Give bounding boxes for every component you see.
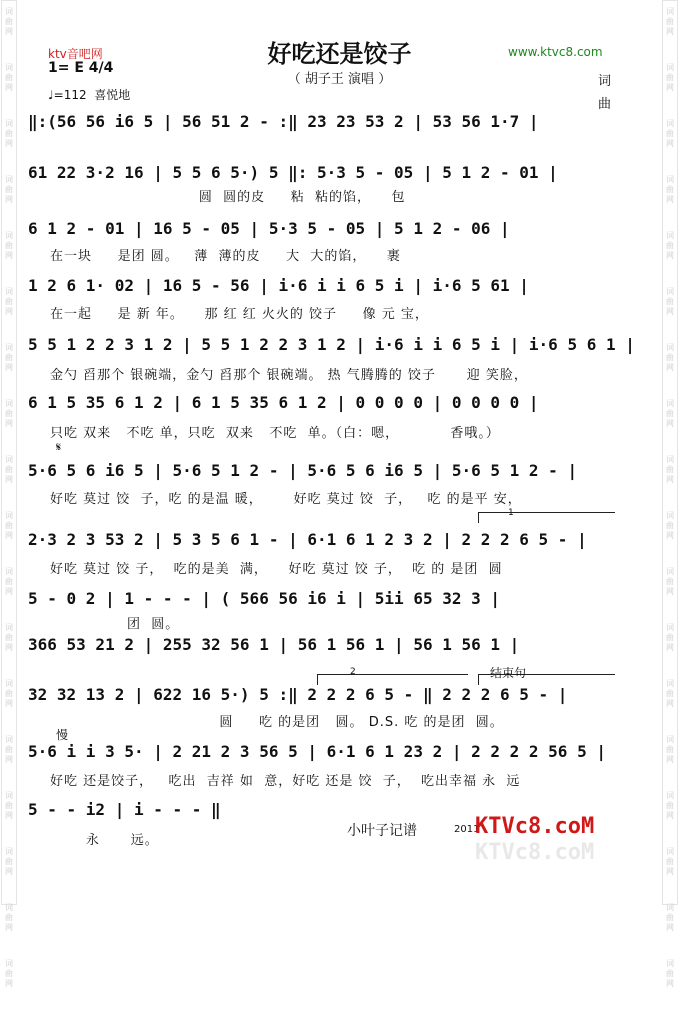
score-line-5-notes: 5 5 1 2 2 3 1 2 | 5 5 1 2 2 3 1 2 | i·6 i i 6 5 i | i·6 5 6 1 | — [28, 335, 635, 354]
right-watermark-strip: 词曲网 词曲网 词曲网 词曲网 词曲网 词曲网 词曲网 词曲网 词曲网 词曲网 词曲网 词曲网 词曲网 词曲网 词曲网 词曲网 词曲网 词曲网 — [662, 0, 678, 905]
site-logo-reflection: KTVc8.coM — [475, 840, 595, 865]
score-line-8-lyrics: 好吃 莫过 饺 子， 吃的是美 满， 好吃 莫过 饺 子， 吃 的 是团 圆 — [50, 562, 503, 577]
first-ending-bracket — [478, 512, 615, 523]
key-signature: 1= E 4/4 — [48, 60, 114, 76]
site-name-watermark: ktv音吧网 — [48, 47, 103, 61]
score-line-4-lyrics: 在一起 是 新 年。 那 红 红 火火的 饺子 像 元 宝， — [50, 307, 429, 322]
score-line-3-lyrics: 在一块 是团 圆。 薄 薄的皮 大 大的馅， 裹 — [50, 249, 401, 264]
site-logo: KTVc8.coM — [475, 814, 595, 839]
score-line-3-notes: 6 1 2 - 01 | 16 5 - 05 | 5·3 5 - 05 | 5 1 2 - 06 | — [28, 219, 510, 238]
score-line-11-lyrics: 圆 吃 的是团 圆。 D.S. 吃 的是团 圆。 — [50, 715, 504, 730]
segno-mark: 𝄋 — [56, 440, 62, 454]
second-ending-number: 2 — [350, 667, 356, 677]
score-line-9-notes: 5 - 0 2 | 1 - - - | ( 566 56 i6 i | 5ii 65 32 3 | — [28, 589, 501, 608]
score-line-9-lyrics: 团 圆。 — [50, 617, 180, 632]
second-ending-bracket — [317, 674, 468, 685]
score-line-2-lyrics: 圆 圆的皮 粘 粘的馅， 包 — [50, 190, 406, 205]
left-watermark-strip: 词曲网 词曲网 词曲网 词曲网 词曲网 词曲网 词曲网 词曲网 词曲网 词曲网 词曲网 词曲网 词曲网 词曲网 词曲网 词曲网 词曲网 词曲网 — [1, 0, 17, 905]
score-line-13-lyrics: 永 远。 — [50, 833, 159, 848]
score-line-6-notes: 6 1 5 35 6 1 2 | 6 1 5 35 6 1 2 | 0 0 0 0 | 0 0 0 0 | — [28, 393, 539, 412]
lyricist-label: 词 — [598, 74, 612, 89]
slow-marking: 慢 — [56, 728, 69, 742]
transcriber-credit: 小叶子记谱 — [347, 823, 417, 839]
ending-phrase-label: 结束句 — [490, 666, 527, 680]
score-line-12-lyrics: 好吃 还是饺子， 吃出 吉祥 如 意，好吃 还是 饺 子， 吃出幸福 永 远 — [50, 774, 521, 789]
singer-credit: （ 胡子王 演唱 ） — [287, 72, 392, 87]
score-line-6-lyrics: 只吃 双来 不吃 单，只吃 双来 不吃 单。（白：嗯， 香哦。） — [50, 426, 500, 441]
score-line-5-lyrics: 金勺 舀那个 银碗端，金勺 舀那个 银碗端。 热 气腾腾的 饺子 迎 笑脸， — [50, 368, 528, 383]
score-line-8-notes: 2·3 2 3 53 2 | 5 3 5 6 1 - | 6·1 6 1 2 3 2 | 2 2 2 6 5 - | — [28, 530, 587, 549]
score-line-7-lyrics: 好吃 莫过 饺 子，吃 的是温 暖， 好吃 莫过 饺 子， 吃 的是平 安， — [50, 492, 522, 507]
composer-label: 曲 — [598, 97, 612, 112]
song-title: 好吃还是饺子 — [267, 40, 412, 68]
tempo-marking: ♩=112 喜悦地 — [48, 88, 131, 102]
score-line-2-notes: 61 22 3·2 16 | 5 5 6 5·) 5 ‖: 5·3 5 - 05 | 5 1 2 - 01 | — [28, 163, 558, 182]
score-line-4-notes: 1 2 6 1· 02 | 16 5 - 56 | i·6 i i 6 5 i | i·6 5 61 | — [28, 276, 529, 295]
first-ending-number: 1 — [508, 508, 514, 518]
transcription-date: 2011 — [454, 824, 480, 835]
site-url: www.ktvc8.com — [508, 45, 603, 59]
score-line-10-notes: 366 53 21 2 | 255 32 56 1 | 56 1 56 1 | 56 1 56 1 | — [28, 635, 520, 654]
score-line-12-notes: 5·6 i i 3 5· | 2 21 2 3 56 5 | 6·1 6 1 23 2 | 2 2 2 2 56 5 | — [28, 742, 606, 761]
score-line-13-notes: 5 - - i2 | i - - - ‖ — [28, 800, 221, 819]
score-line-11-notes: 32 32 13 2 | 622 16 5·) 5 :‖ 2 2 2 6 5 - ‖ 2 2 2 6 5 - | — [28, 685, 568, 704]
score-line-7-notes: 5·6 5 6 i6 5 | 5·6 5 1 2 - | 5·6 5 6 i6 5 | 5·6 5 1 2 - | — [28, 461, 578, 480]
score-line-1-notes: ‖:(56 56 i6 5 | 56 51 2 - :‖ 23 23 53 2 | 53 56 1·7 | — [28, 112, 539, 131]
